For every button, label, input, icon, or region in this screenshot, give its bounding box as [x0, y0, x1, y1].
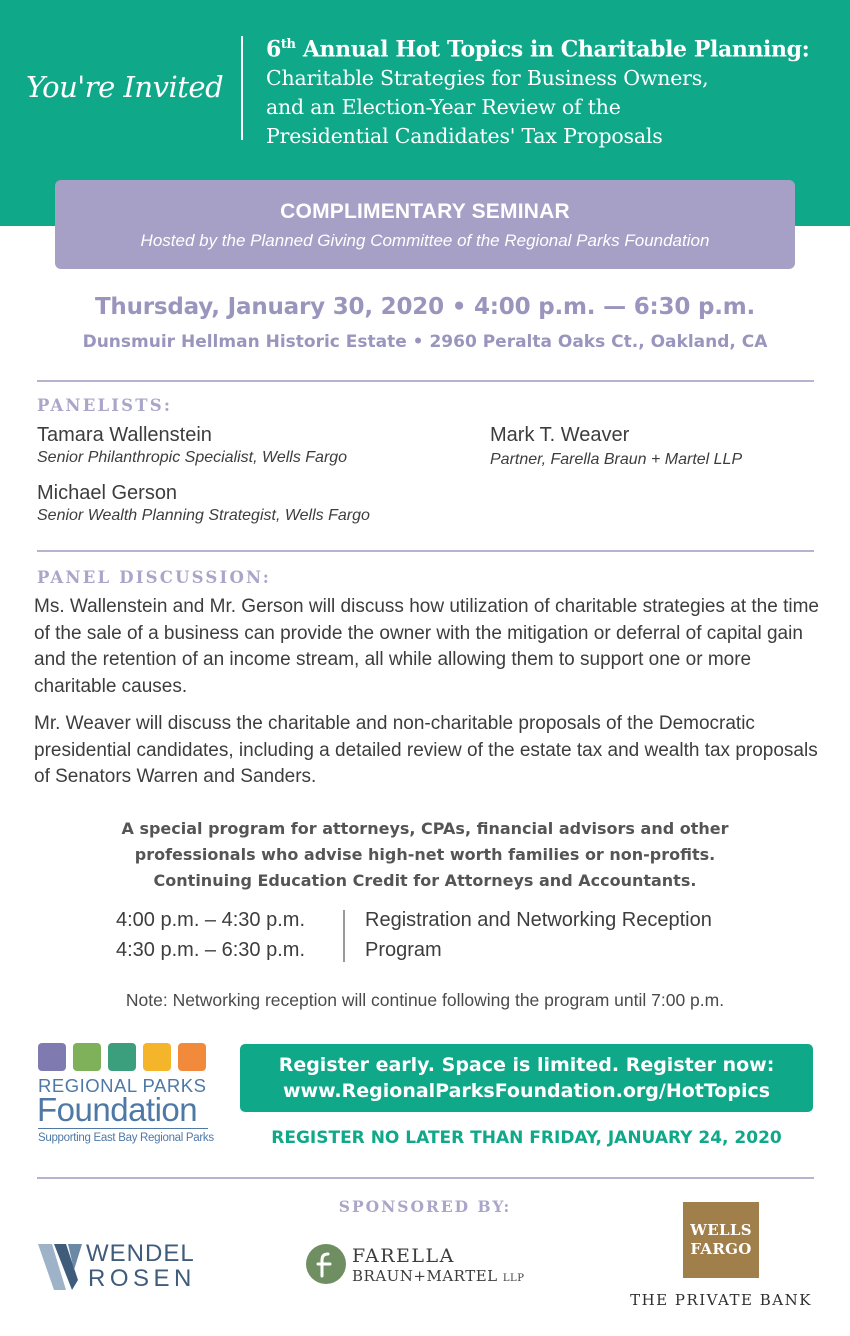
schedule-activity-2: Program [365, 939, 442, 961]
divider-bottom [37, 1177, 814, 1179]
farella-logo-line-1: FARELLA [352, 1245, 455, 1267]
farella-logo-suffix: LLP [502, 1273, 525, 1284]
program-line-1: A special program for attorneys, CPAs, financial advisors and other [121, 819, 729, 838]
wendel-rosen-logo-icon [38, 1244, 88, 1290]
schedule-divider [343, 910, 345, 962]
program-line-3: Continuing Education Credit for Attorneys and Accountants. [153, 871, 697, 890]
wells-fargo-line-1: WELLS [690, 1221, 752, 1239]
program-line-2: professionals who advise high-net worth families or non-profits. [134, 845, 716, 864]
panelist-name-3: Michael Gerson [37, 482, 178, 504]
header-divider [241, 36, 243, 140]
sponsored-label: SPONSORED BY: [338, 1197, 512, 1216]
sun-icon [143, 1043, 171, 1071]
subtitle-line-3: Presidential Candidates' Tax Proposals [266, 124, 663, 149]
foundation-logo-line-2: Foundation [37, 1091, 198, 1128]
leaf-icon [73, 1043, 101, 1071]
register-callout: Register early. Space is limited. Register now: [278, 1054, 775, 1076]
wendel-logo-line-2: ROSEN [88, 1265, 196, 1292]
seminar-box [55, 180, 795, 269]
register-deadline: REGISTER NO LATER THAN FRIDAY, JANUARY 24, 2020 [271, 1128, 782, 1148]
wells-fargo-tagline: THE PRIVATE BANK [630, 1291, 812, 1309]
program-description [0, 816, 850, 894]
networking-note: Note: Networking reception will continue following the program until 7:00 p.m. [125, 990, 725, 1010]
event-title [266, 30, 836, 64]
panelist-name-1: Tamara Wallenstein [37, 424, 212, 446]
farella-logo-name: BRAUN+MARTEL [352, 1267, 498, 1285]
wells-fargo-line-2: FARGO [690, 1240, 752, 1258]
bird-icon [108, 1043, 136, 1071]
schedule-time-1: 4:00 p.m. – 4:30 p.m. [116, 909, 305, 931]
discussion-label: PANEL DISCUSSION: [37, 568, 272, 587]
register-banner[interactable] [240, 1044, 813, 1112]
discussion-paragraph-1: Ms. Wallenstein and Mr. Gerson will discuss how utilization of charitable strategies at the time of the sale of a business can provide the owner with the mitigation or deferral of capital gain and the retention of an income stream, all while allowing them to support one or more charitable causes. [34, 596, 819, 697]
panelist-name-2: Mark T. Weaver [490, 424, 630, 446]
sunflower-icon [178, 1043, 206, 1071]
panelist-title-3: Senior Wealth Planning Strategist, Wells Fargo [37, 507, 370, 524]
wells-fargo-logo [683, 1202, 759, 1278]
seminar-heading: COMPLIMENTARY SEMINAR [280, 200, 570, 223]
foundation-logo-rule [38, 1128, 208, 1129]
title-text: Annual Hot Topics in Charitable Planning: [295, 36, 810, 63]
schedule-time-2: 4:30 p.m. – 6:30 p.m. [116, 939, 305, 961]
discussion-paragraph-2: Mr. Weaver will discuss the charitable and non-charitable proposals of the Democratic presidential candidates, including a detailed review of the estate tax and wealth tax proposals of Senators Warren and Sanders. [34, 713, 818, 787]
event-datetime: Thursday, January 30, 2020 • 4:00 p.m. — 6:30 p.m. [94, 294, 756, 320]
farella-logo-icon [306, 1244, 346, 1284]
title-ordinal-suffix: th [280, 37, 296, 52]
title-ordinal: 6 [266, 36, 281, 63]
wendel-logo-line-1: WENDEL [86, 1240, 195, 1267]
schedule-activity-1: Registration and Networking Reception [365, 909, 712, 931]
heron-icon [38, 1043, 66, 1071]
invited-heading: You're Invited [26, 70, 224, 104]
event-venue: Dunsmuir Hellman Historic Estate • 2960 Peralta Oaks Ct., Oakland, CA [82, 332, 768, 352]
foundation-logo-line-1: REGIONAL PARKS [38, 1075, 207, 1096]
panelist-title-2: Partner, Farella Braun + Martel LLP [490, 451, 743, 468]
seminar-host: Hosted by the Planned Giving Committee of the Regional Parks Foundation [140, 231, 710, 250]
foundation-logo-tagline: Supporting East Bay Regional Parks [38, 1132, 214, 1144]
subtitle-line-2: and an Election-Year Review of the [266, 95, 621, 120]
event-title-block [266, 30, 836, 151]
divider-top [37, 380, 814, 382]
subtitle-line-1: Charitable Strategies for Business Owners, [266, 66, 709, 91]
panelists-label: PANELISTS: [37, 396, 173, 415]
foundation-logo-icons [38, 1043, 210, 1071]
register-link[interactable]: www.RegionalParksFoundation.org/HotTopics [282, 1080, 771, 1102]
divider-middle [37, 550, 814, 552]
panelist-title-1: Senior Philanthropic Specialist, Wells Fargo [37, 449, 348, 466]
farella-logo-line-2 [352, 1267, 524, 1285]
